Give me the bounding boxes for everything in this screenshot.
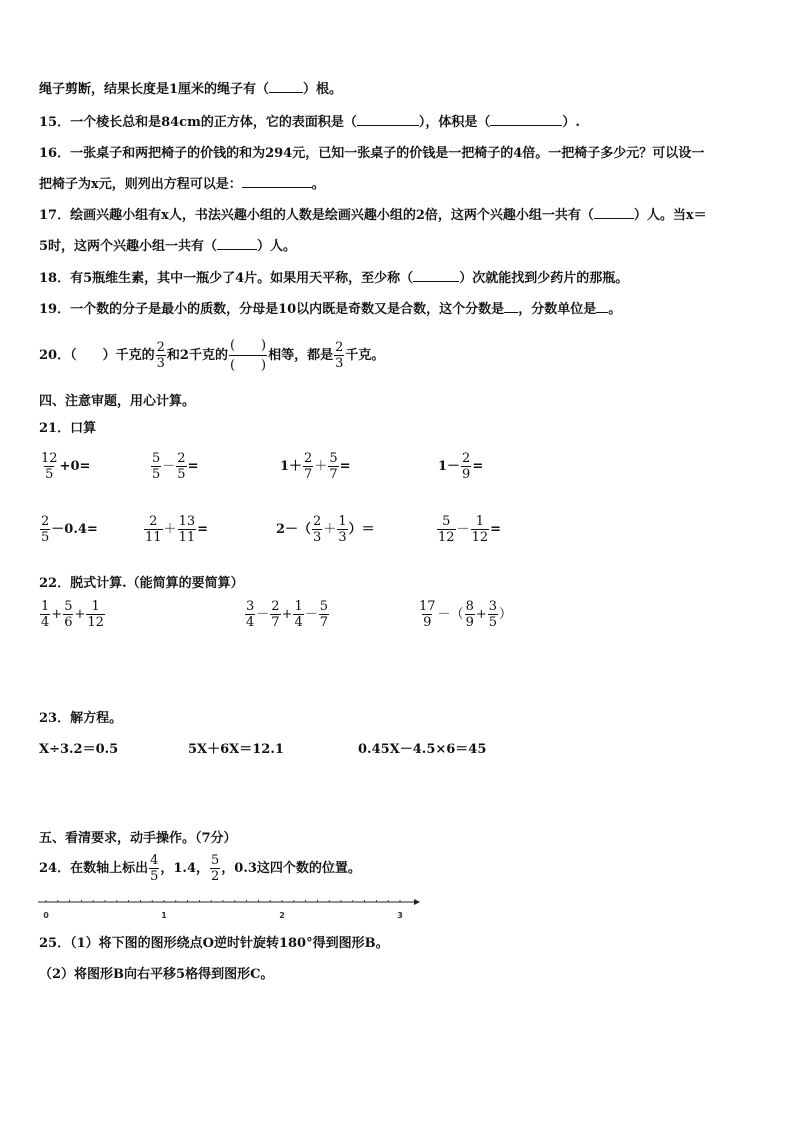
question-number: 20． (39, 348, 71, 363)
q15-text: 一个棱长总和是84cm的正方体，它的表面积是（ (70, 115, 357, 130)
denominator: 11 (178, 530, 196, 545)
q24-text: ，1.4， (160, 861, 209, 876)
calc-expression-2 (244, 599, 330, 630)
expr-lead: 1＋ (280, 459, 303, 474)
mental-calc-6 (143, 514, 208, 545)
numerator: 2 (335, 340, 344, 355)
denominator: 4 (41, 615, 50, 630)
answer-blank[interactable] (269, 92, 303, 93)
q18-text: 有5瓶维生素，其中一瓶少了4片。如果用天平称，至少称（ (70, 271, 414, 286)
fraction (418, 599, 437, 630)
mental-calc-2 (150, 451, 198, 482)
fraction (40, 599, 50, 630)
tick-label: 1 (161, 911, 167, 920)
fraction (86, 599, 105, 630)
q18-text: ）次就能找到少药片的那瓶。 (459, 271, 629, 286)
question-15 (39, 115, 580, 131)
fraction (176, 451, 186, 482)
question-21-title: 21．口算 (39, 421, 97, 436)
q20-text: 和2千克的 (166, 348, 228, 363)
answer-blank[interactable] (596, 312, 608, 313)
fraction (465, 599, 475, 630)
mental-calc-1 (39, 451, 90, 482)
fraction (151, 451, 161, 482)
denominator: 4 (294, 615, 303, 630)
question-25-part1: 25．（1）将下图的图形绕点O逆时针旋转180°得到图形B。 (39, 936, 389, 951)
fraction (319, 599, 329, 630)
expr-lead: 2－（ (276, 522, 312, 537)
mental-calc-5 (39, 514, 98, 545)
fraction (178, 514, 197, 545)
operator: + (74, 607, 86, 622)
denominator: 4 (246, 615, 255, 630)
numerator: 2 (304, 451, 313, 466)
numerator: 2 (313, 514, 322, 529)
expr-tail: = (490, 522, 502, 537)
q17-text: ）人。 (257, 239, 297, 254)
question-23-title: 23．解方程。 (39, 711, 123, 726)
operator: ＋ (163, 522, 177, 537)
fraction (40, 514, 50, 545)
expr-tail: = (197, 522, 209, 537)
arrow-icon (414, 899, 420, 905)
denominator: 2 (211, 869, 220, 884)
mental-calc-4 (438, 451, 483, 482)
numerator: 3 (246, 599, 255, 614)
numerator-blank[interactable]: ( ) (229, 338, 267, 353)
question-19 (39, 302, 621, 318)
denominator: 12 (87, 615, 104, 630)
calc-expression-1 (39, 599, 106, 630)
fraction (156, 340, 166, 371)
q15-text: ）. (562, 115, 580, 130)
numerator: 5 (211, 853, 220, 868)
answer-blank[interactable] (504, 312, 518, 313)
fraction (270, 599, 280, 630)
numerator: 3 (488, 599, 498, 614)
numerator: 8 (465, 599, 474, 614)
numerator: 5 (329, 451, 338, 466)
question-22-title: 22．脱式计算.（能简算的要简算） (39, 576, 244, 591)
denominator: 5 (488, 615, 498, 630)
fraction (210, 853, 220, 884)
fraction (245, 599, 255, 630)
denominator: 3 (335, 356, 344, 371)
section-heading-5: 五、看清要求，动手操作。（7分） (39, 831, 237, 846)
operator: － (162, 459, 176, 474)
denominator: 5 (177, 467, 186, 482)
number-line[interactable] (34, 896, 424, 922)
question-24 (39, 851, 361, 887)
fraction (437, 514, 456, 545)
q17-text: 5时，这两个兴趣小组一共有（ (39, 239, 218, 254)
answer-blank[interactable] (594, 218, 634, 219)
fraction (328, 451, 338, 482)
numerator: 17 (419, 599, 436, 614)
denominator: 11 (145, 530, 162, 545)
q24-text: ，0.3这四个数的位置。 (221, 861, 361, 876)
answer-blank[interactable] (217, 249, 257, 250)
operator: － (256, 607, 270, 622)
fraction (334, 340, 344, 371)
q24-text: 24．在数轴上标出 (39, 861, 149, 876)
q19-text: 一个数的分子是最小的质数，分母是10以内既是奇数又是合数，这个分数是 (70, 302, 505, 317)
expr-tail: ）＝ (348, 522, 375, 537)
answer-blank[interactable] (242, 187, 312, 188)
fraction (471, 514, 490, 545)
operator: ＋ (323, 522, 337, 537)
operator: + (475, 607, 487, 622)
operator: + (281, 607, 293, 622)
question-16-line2 (39, 177, 325, 193)
fraction (488, 599, 498, 630)
operator: －（ (437, 607, 464, 622)
denominator: 9 (423, 615, 432, 630)
equation-1: X÷3.2＝0.5 (39, 742, 119, 757)
numerator: 1 (338, 514, 347, 529)
answer-blank[interactable] (490, 125, 562, 126)
fraction (312, 514, 322, 545)
numerator: 5 (442, 514, 451, 529)
denominator: 9 (465, 615, 474, 630)
mental-calc-3 (280, 451, 351, 482)
denominator: 7 (329, 467, 338, 482)
question-number: 17． (39, 208, 71, 223)
numerator: 5 (319, 599, 329, 614)
question-number: 15． (39, 115, 71, 130)
denominator: 5 (152, 467, 161, 482)
question-17-line2 (39, 239, 296, 255)
equation-2: 5X＋6X＝12.1 (188, 742, 284, 757)
expr-lead: 1－ (438, 459, 461, 474)
numerator: 1 (91, 599, 100, 614)
expr-tail: +0= (59, 459, 91, 474)
numerator: 5 (152, 451, 161, 466)
question-number: 16． (39, 146, 71, 161)
numerator: 1 (475, 514, 484, 529)
tick-label: 2 (279, 911, 285, 920)
calc-expression-3 (417, 599, 512, 630)
operator: ＋ (314, 459, 328, 474)
q19-text: 。 (608, 302, 622, 317)
numerator: 2 (177, 451, 186, 466)
fraction (63, 599, 73, 630)
question-20 (39, 336, 384, 378)
numerator: 2 (271, 599, 280, 614)
expr-tail: = (472, 459, 484, 474)
answer-blank[interactable] (413, 281, 459, 282)
operator: + (51, 607, 63, 622)
q17-text: 绘画兴趣小组有x人，书法兴趣小组的人数是绘画兴趣小组的2倍，这两个兴趣小组一共有（ (70, 208, 594, 223)
numerator: 1 (41, 599, 50, 614)
q14-text: 绳子剪断，结果长度是1厘米的绳子有（ (39, 82, 270, 97)
numerator: 1 (294, 599, 303, 614)
denominator: 12 (471, 530, 489, 545)
answer-blank-paren[interactable]: （ ） (70, 348, 116, 363)
mental-calc-7 (276, 514, 375, 545)
mental-calc-8 (436, 514, 501, 545)
denominator: 5 (41, 530, 50, 545)
question-25-part2: （2）将图形B向右平移5格得到图形C。 (39, 967, 274, 982)
section-heading-4: 四、注意审题，用心计算。 (39, 394, 196, 409)
q15-text: ），体积是（ (418, 115, 491, 130)
q20-text: 千克。 (345, 348, 385, 363)
question-17-line1 (39, 208, 707, 224)
q16-text: 一张桌子和两把椅子的价钱的和为294元，已知一张桌子的价钱是一把椅子的4倍。一把椅子多少元？可以设一 (70, 146, 705, 161)
denominator: 9 (462, 467, 471, 482)
question-16-line1 (39, 146, 704, 162)
fraction-blank[interactable] (229, 336, 267, 375)
denominator: 7 (271, 615, 280, 630)
numerator: 2 (462, 451, 471, 466)
numerator: 5 (64, 599, 73, 614)
denominator: 6 (64, 615, 73, 630)
question-18 (39, 271, 628, 287)
answer-blank[interactable] (357, 125, 419, 126)
expr-tail: = (339, 459, 351, 474)
denominator: 7 (319, 615, 329, 630)
operator: － (304, 607, 318, 622)
numerator: 4 (150, 853, 159, 868)
q16-text: 把椅子为x元，则列出方程可以是： (39, 177, 242, 192)
numerator: 12 (41, 451, 58, 466)
numerator: 2 (41, 514, 50, 529)
fraction (293, 599, 303, 630)
fraction (40, 451, 59, 482)
tick-label: 0 (43, 911, 49, 920)
expr-tail: －0.4= (51, 522, 98, 537)
numerator: 2 (149, 514, 158, 529)
denominator-blank[interactable]: ( ) (229, 355, 267, 375)
fraction (144, 514, 163, 545)
q20-text: 千克的 (115, 348, 155, 363)
equation-3: 0.45X－4.5×6＝45 (358, 742, 487, 757)
expr-tail: = (187, 459, 199, 474)
denominator: 5 (45, 467, 54, 482)
denominator: 3 (338, 530, 347, 545)
q14-text-end: ）根。 (303, 82, 343, 97)
fraction (149, 853, 159, 884)
tick-label: 3 (397, 911, 403, 920)
q19-text: ，分数单位是 (518, 302, 597, 317)
question-number: 18． (39, 271, 71, 286)
denominator: 7 (304, 467, 313, 482)
fraction (337, 514, 347, 545)
denominator: 3 (156, 356, 165, 371)
denominator: 12 (438, 530, 455, 545)
numerator: 2 (156, 340, 165, 355)
q16-text: 。 (311, 177, 325, 192)
q14-tail (39, 82, 342, 98)
question-number: 19． (39, 302, 71, 317)
q17-text: ）人。当x＝ (633, 208, 707, 223)
numerator: 13 (178, 514, 196, 529)
operator: － (456, 522, 470, 537)
q20-text: 相等，都是 (268, 348, 334, 363)
denominator: 3 (313, 530, 322, 545)
fraction (303, 451, 313, 482)
fraction (461, 451, 471, 482)
operator: ） (499, 607, 513, 622)
denominator: 5 (150, 869, 159, 884)
